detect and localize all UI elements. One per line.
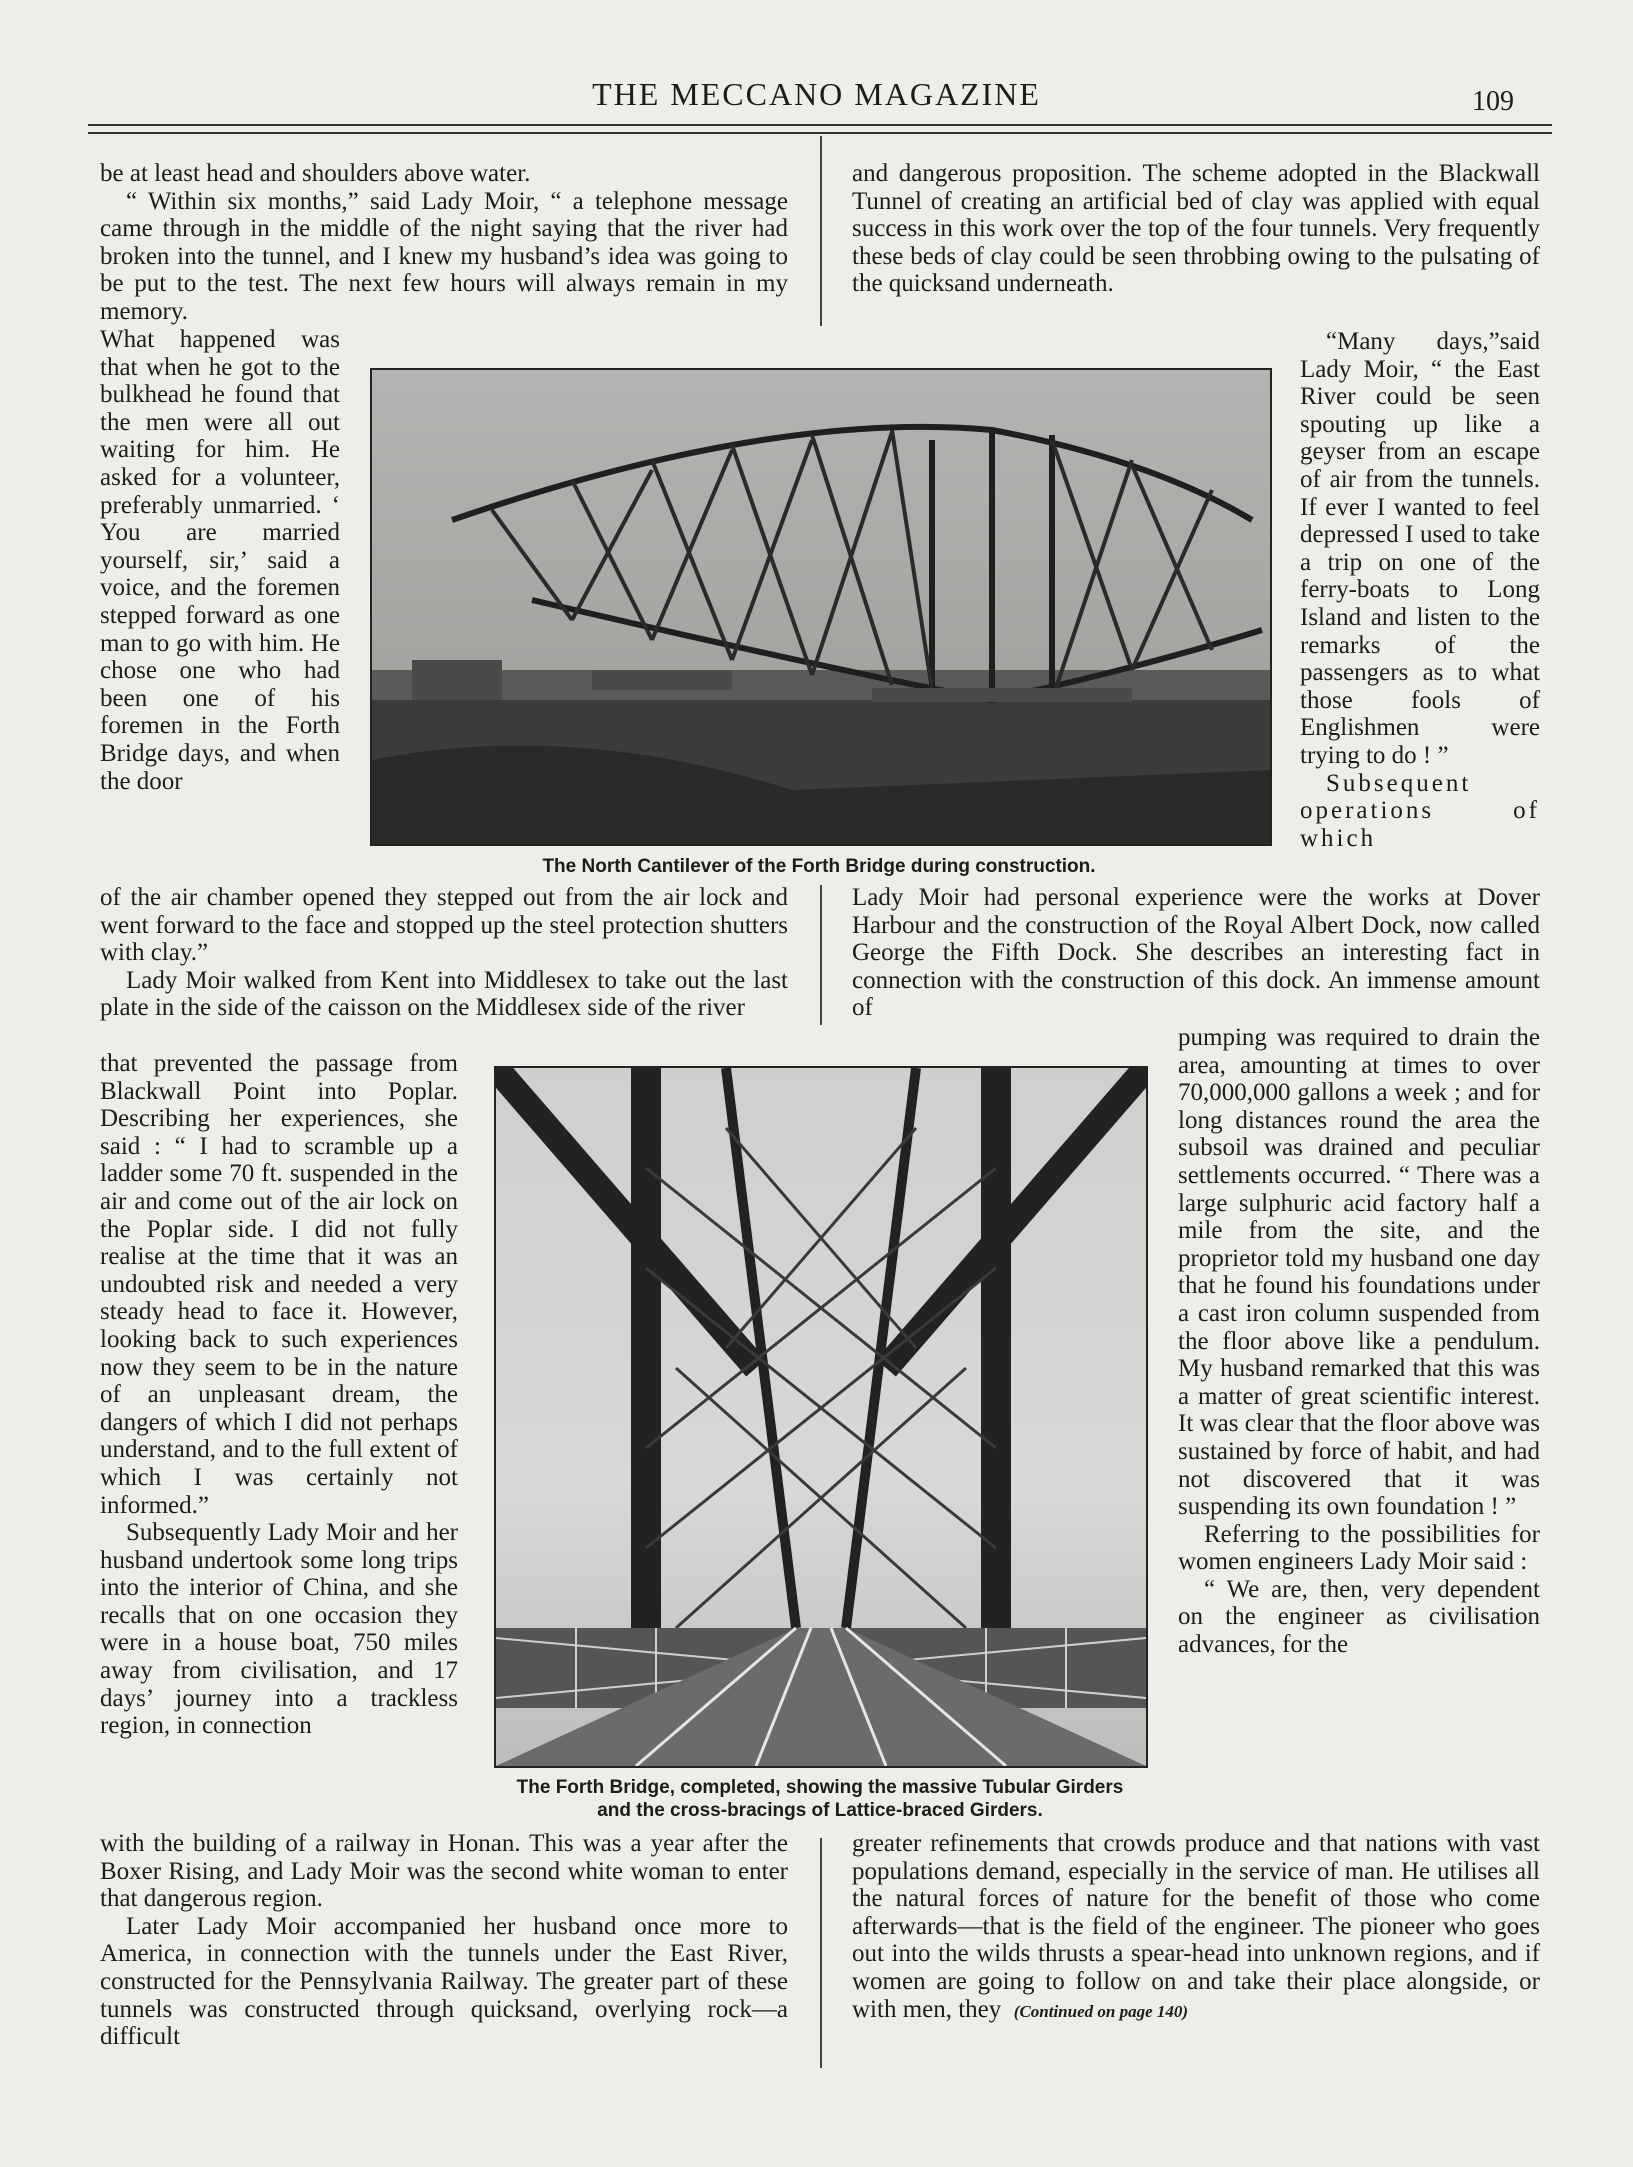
left-column-middle xyxy=(100,884,788,1022)
paragraph: be at least head and shoulders above water. xyxy=(100,160,531,187)
column-divider xyxy=(820,136,822,326)
left-column-bottom xyxy=(100,1830,788,2051)
column-divider xyxy=(820,885,822,1025)
photo2-caption xyxy=(470,1776,1170,1822)
right-column-narrow-2 xyxy=(1178,1024,1540,1659)
magazine-title: THE MECCANO MAGAZINE xyxy=(592,76,1041,112)
paragraph: “Many days,”said Lady Moir, “ the East River could be seen spouting up like a geyser from an escape of air from the tunnels. If ever I wanted to feel depressed I used to take a trip on one of the ferry-boats to Long Island and listen to the remarks of the passengers as to what those fools of Englishmen were trying to do ! ” xyxy=(1300,328,1540,769)
paragraph: What happened was that when he got to the bulkhead he found that the men were all out waiting for him. He asked for a volunteer, preferably unmarried. ‘ You are married yourself, sir,’ said a voice, and the foremen stepped forward as one man to go with him. He chose one who had been one of his foremen in the Forth Bridge days, and when the door xyxy=(100,326,340,795)
paragraph: “ We are, then, very dependent on the engineer as civilisation advances, for the xyxy=(1178,1575,1540,1659)
paragraph: with the building of a railway in Honan. This was a year after the Boxer Rising, and Lady Moir was the second white woman to enter that dangerous region. xyxy=(100,1830,788,1913)
left-column-narrow-2 xyxy=(100,1050,458,1740)
caption-line: The Forth Bridge, completed, showing the massive Tubular Girders xyxy=(516,1777,1124,1798)
right-column-bottom xyxy=(852,1830,1540,2025)
paragraph: of the air chamber opened they stepped out from the air lock and went forward to the face and stopped up the steel protection shutters with clay.” xyxy=(100,884,788,967)
column-divider xyxy=(820,1838,822,2068)
paragraph: pumping was required to drain the area, amounting at times to over 70,000,000 gallons a week ; and for long distances round the area the subsoil was drained and peculiar settlements occurred. “ There was a large sulphuric acid factory half a mile from the site, and the proprietor told my husband one day that he found his foundations under a cast iron column suspended from the floor above like a pendulum. My husband remarked that this was a matter of great scientific interest. It was clear that the floor above was sustained by force of habit, and had not discovered that it was suspending its own foundation ! ” xyxy=(1178,1024,1540,1521)
right-column-middle xyxy=(852,884,1540,1022)
left-column-narrow xyxy=(100,326,340,795)
left-column-top xyxy=(100,160,788,326)
caption-line: and the cross-bracings of Lattice-braced Girders. xyxy=(597,1800,1043,1821)
photo1-caption: The North Cantilever of the Forth Bridge during construction. xyxy=(542,856,1096,877)
paragraph: that prevented the passage from Blackwall Point into Poplar. Describing her experiences, she said : “ I had to scramble up a ladder some 70 ft. suspended in the air and come out of the air lock on the Poplar side. I did not fully realise at the time that it was an undoubted risk and needed a very steady head to face it. However, looking back to such experiences now they seem to be in the nature of an unpleasant dream, the dangers of which I did not perhaps understand, and to the full extent of which I was certainly not informed.” xyxy=(100,1050,458,1519)
paragraph: Lady Moir had personal experience were the works at Dover Harbour and the construction of the Royal Albert Dock, now called George the Fifth Dock. She describes an interesting fact in connection with the construction of this dock. An immense amount of xyxy=(852,884,1540,1022)
photo-north-cantilever xyxy=(370,368,1272,846)
paragraph: “ Within six months,” said Lady Moir, “ a telephone message came through in the middle of the night saying that the river had broken into the tunnel, and I knew my husband’s idea was going to be put to the test. The next few hours will always remain in my memory. xyxy=(100,187,788,325)
continued-note: (Continued on page 140) xyxy=(1013,2001,1189,2021)
header-rule xyxy=(88,132,1552,134)
paragraph: Subsequently Lady Moir and her husband undertook some long trips into the interior of China, and she recalls that on one occasion they were in a house boat, 750 miles away from civilisation, and 17 days’ journey into a trackless region, in connection xyxy=(100,1519,458,1740)
paragraph: Later Lady Moir accompanied her husband once more to America, in connection with the tunnels under the East River, constructed for the Pennsylvania Railway. The greater part of these tunnels was constructed through quicksand, overlying rock—a difficult xyxy=(100,1912,788,2051)
paragraph-text: greater refinements that crowds produce and that nations with vast populations demand, especially in the service of man. He utilises all the natural forces of nature for the benefit of those who come afterwards—that is the field of the engineer. The pioneer who goes out into the wilds thrusts a spear-head into unknown regions, and if women are going to follow on and take their place alongside, or with men, they xyxy=(852,1830,1540,2023)
page-number: 109 xyxy=(1472,86,1514,117)
bridge-completed-image xyxy=(496,1068,1146,1766)
photo-forth-bridge-completed xyxy=(494,1066,1148,1768)
paragraph: Referring to the possibilities for women engineers Lady Moir said : xyxy=(1178,1520,1540,1576)
bridge-construction-image xyxy=(372,370,1270,844)
right-column-narrow xyxy=(1300,328,1540,852)
paragraph xyxy=(852,1830,1540,2025)
paragraph: and dangerous proposition. The scheme adopted in the Blackwall Tunnel of creating an artificial bed of clay was applied with equal success in this work over the top of the four tunnels. Very frequently these beds of clay could be seen throbbing owing to the pulsating of the quicksand underneath. xyxy=(852,160,1540,298)
paragraph: Lady Moir walked from Kent into Middlesex to take out the last plate in the side of the caisson on the Middlesex side of the river xyxy=(100,966,788,1022)
right-column-top xyxy=(852,160,1540,298)
paragraph: Subsequent operations of which xyxy=(1300,769,1540,852)
header-rule xyxy=(88,124,1552,126)
